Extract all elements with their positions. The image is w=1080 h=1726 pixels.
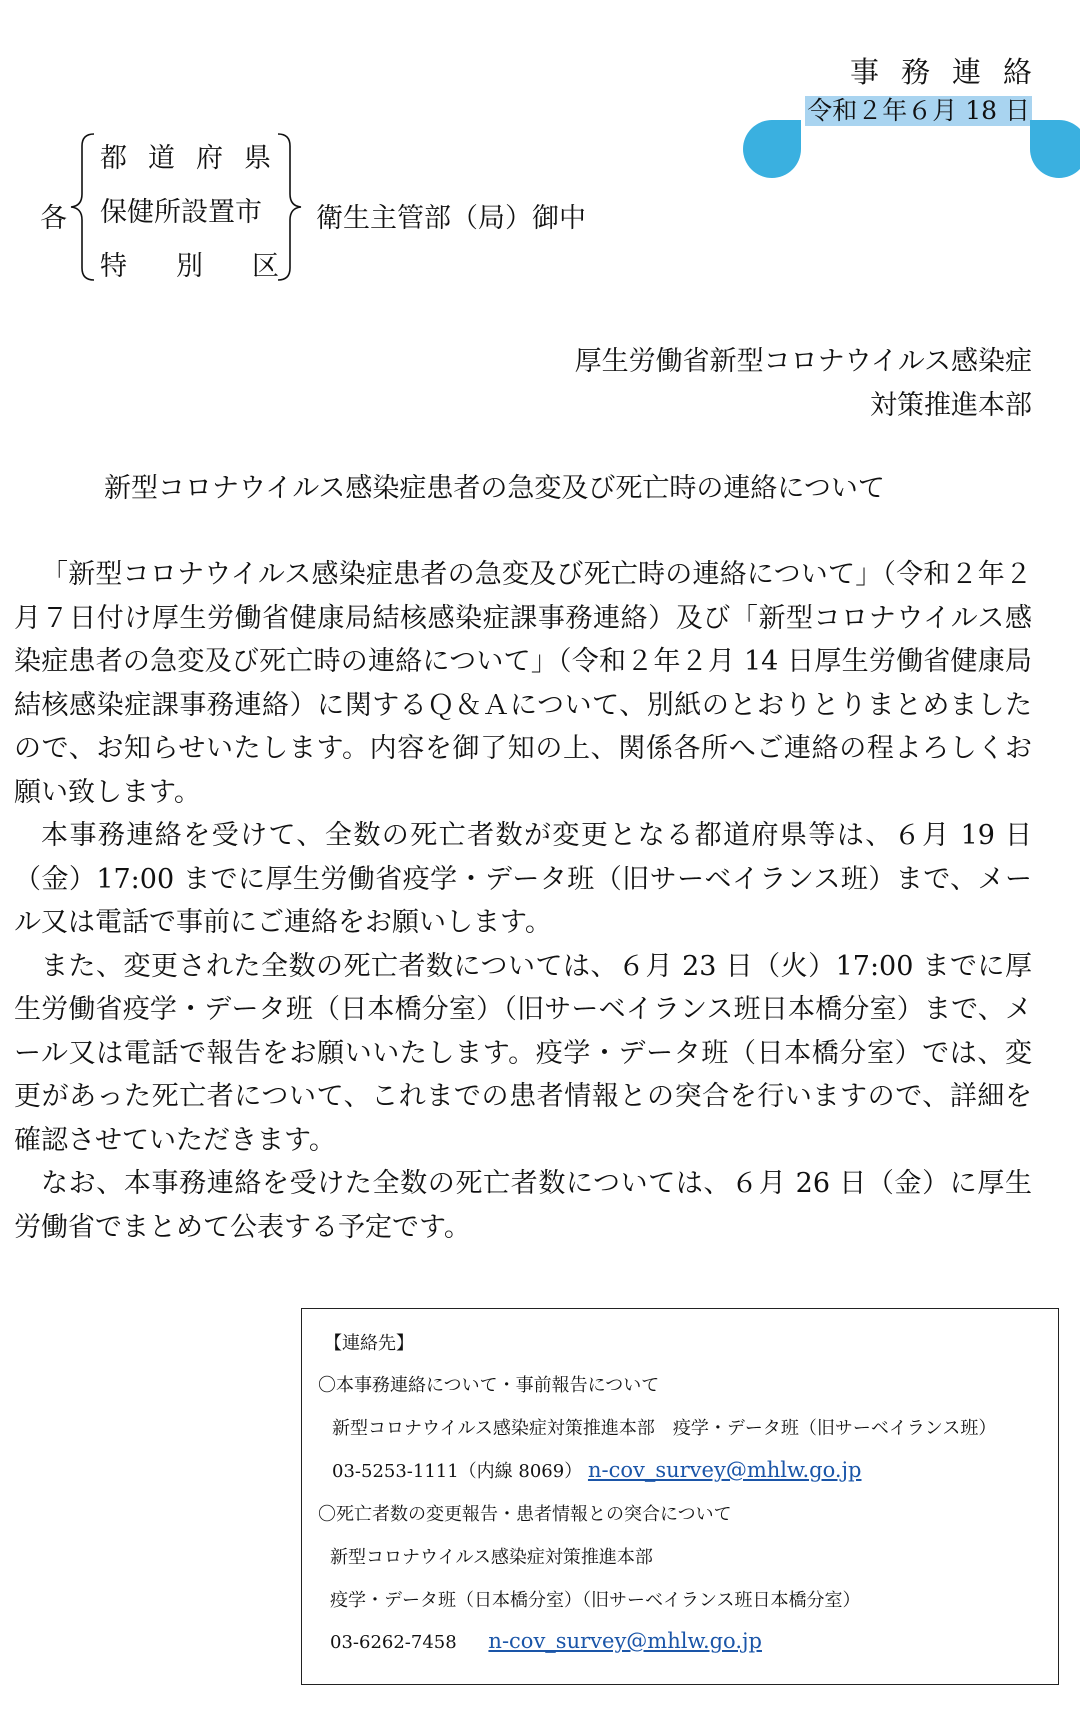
- recipient-prefectures: 都道府県: [100, 143, 292, 174]
- contact-section2-email-link[interactable]: n-cov_survey@mhlw.go.jp: [488, 1629, 762, 1653]
- body-text: [14, 553, 1032, 1249]
- contact-section1-title: 〇本事務連絡について・事前報告について: [318, 1375, 660, 1396]
- contact-section1-org: 新型コロナウイルス感染症対策推進本部 疫学・データ班（旧サーベイランス班）: [332, 1418, 997, 1439]
- body-paragraph-1: 「新型コロナウイルス感染症患者の急変及び死亡時の連絡について」（令和２年２月７日付け厚生労働省健康局結核感染症課事務連絡）及び「新型コロナウイルス感染症患者の急変及び死亡時の連絡について」（令和２年２月 14 日厚生労働省健康局結核感染症課事務連絡）に関するＱ＆Ａについて、別紙のとおりとりまとめましたので、お知らせいたします。内容を御了知の上、関係各所へご連絡の程よろしくお願い致します。: [14, 559, 1032, 808]
- body-paragraph-2: 本事務連絡を受けて、全数の死亡者数が変更となる都道府県等は、６月 19 日（金）17:00 までに厚生労働省疫学・データ班（旧サーベイランス班）まで、メール又は電話で事前にご連絡をお願いします。: [14, 820, 1032, 938]
- subject-title: 新型コロナウイルス感染症患者の急変及び死亡時の連絡について: [104, 473, 885, 504]
- recipient-health-center-cities: 保健所設置市: [100, 197, 262, 228]
- sender-line-2: 対策推進本部: [870, 390, 1032, 421]
- recipient-prefix: 各: [40, 203, 67, 234]
- body-paragraph-4: なお、本事務連絡を受けた全数の死亡者数については、６月 26 日（金）に厚生労働省でまとめて公表する予定です。: [14, 1168, 1032, 1243]
- sender-line-1: 厚生労働省新型コロナウイルス感染症: [574, 346, 1032, 377]
- document-type: 事務連絡: [849, 55, 1054, 89]
- sender: [575, 340, 1032, 428]
- right-brace-icon: [274, 132, 304, 282]
- recipient-special-wards: 特別区: [100, 251, 328, 282]
- contact-section2-phone: [330, 1629, 762, 1653]
- date-selected-text[interactable]: 令和２年６月 18 日: [807, 96, 1030, 125]
- body-paragraph-3: また、変更された全数の死亡者数については、６月 23 日（火）17:00 までに厚生労働省疫学・データ班（日本橋分室）（旧サーベイランス班日本橋分室）まで、メール又は電話で報告をお願いいたします。疫学・データ班（日本橋分室）では、変更があった死亡者について、これまでの患者情報との突合を行いますので、詳細を確認させていただきます。: [14, 950, 1032, 1156]
- contact-section1-phone: [332, 1457, 862, 1483]
- contact-section1-phone-number: 03-5253-1111（内線 8069）: [332, 1461, 583, 1482]
- left-brace-icon: [68, 132, 98, 282]
- contact-section2-team: 疫学・データ班（日本橋分室）（旧サーベイランス班日本橋分室）: [330, 1590, 861, 1611]
- contact-section2-title: 〇死亡者数の変更報告・患者情報との突合について: [318, 1504, 732, 1525]
- contact-section2-org: 新型コロナウイルス感染症対策推進本部: [330, 1547, 653, 1568]
- selection-handle-end[interactable]: [1030, 120, 1080, 178]
- contact-section2-phone-number: 03-6262-7458: [330, 1632, 457, 1653]
- contact-section1-email-link[interactable]: n-cov_survey@mhlw.go.jp: [587, 1458, 862, 1482]
- recipient-suffix: 衛生主管部（局）御中: [316, 203, 586, 234]
- contact-box: [301, 1308, 1059, 1685]
- selection-handle-start[interactable]: [743, 120, 801, 178]
- contact-heading: 【連絡先】: [324, 1333, 414, 1354]
